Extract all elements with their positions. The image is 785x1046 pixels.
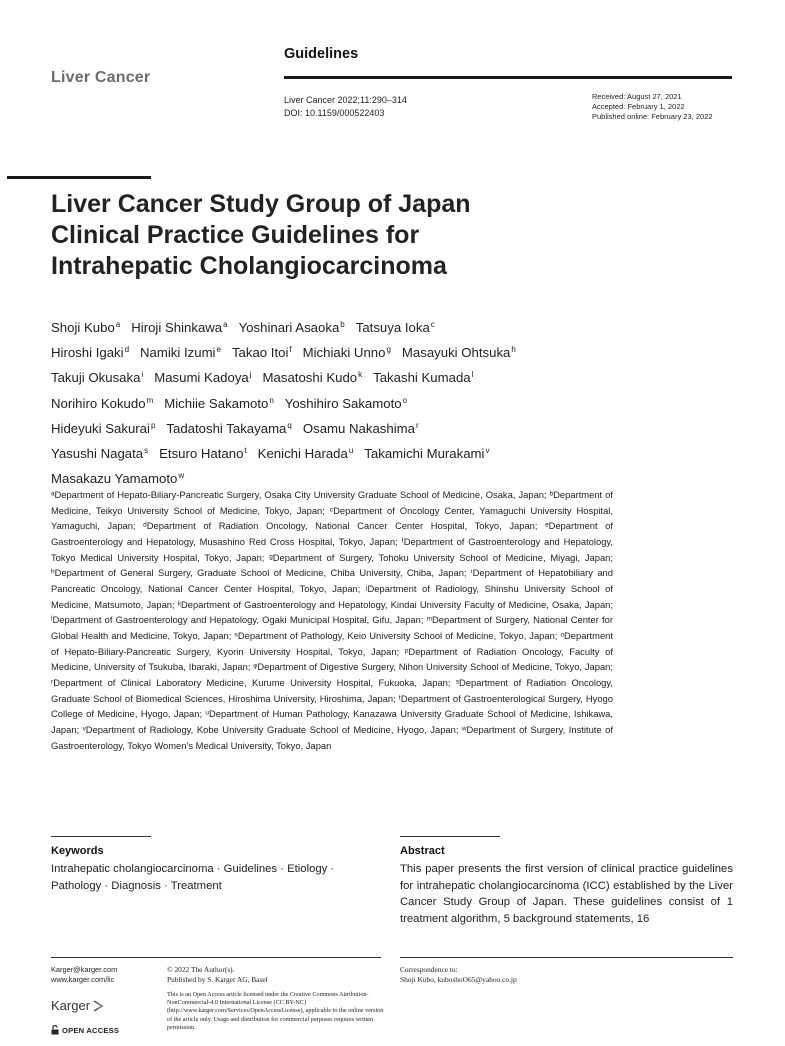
author: [51, 396, 153, 411]
author-name: Masayuki Ohtsuka: [401, 345, 511, 361]
author: [263, 370, 363, 385]
author-affiliation-mark: u: [348, 446, 354, 456]
footer-rule-left: [51, 957, 381, 958]
author-line: [51, 440, 651, 465]
author-affiliation-mark: i: [141, 370, 144, 380]
author: [51, 471, 184, 486]
copyright-block: [167, 965, 268, 985]
author-name: Michiaki Unno: [302, 345, 386, 361]
keywords-text: Intrahepatic cholangiocarcinoma · Guidelines · Etiology · Pathology · Diagnosis · Treatment: [51, 863, 335, 892]
author-affiliation-mark: e: [216, 345, 221, 355]
author-name: Namiki Izumi: [140, 345, 216, 361]
history-dates: [592, 92, 713, 122]
author-line: [51, 339, 651, 364]
published-date: Published online: February 23, 2022: [592, 112, 713, 121]
publisher-contact: [51, 965, 117, 985]
author-affiliation-mark: c: [430, 320, 435, 329]
author: [51, 320, 120, 335]
received-date: Received: August 27, 2021: [592, 92, 682, 101]
affiliations: ᵃDepartment of Hepato-Biliary-Pancreatic Surgery, Osaka City University Graduate School of Medicine, Osaka, Japan; ᵇDepartment of Medicine, Teikyo University School of Medicine, Tokyo, Japan; ᶜDepartment of Oncology Center, Yamaguchi University Hospital, Yamaguchi, Japan; ᵈDepartment of Radiation Oncology, National Cancer Center Hospital, Tokyo, Japan; ᵉDepartment of Gastroenterology and Hepatology, Musashino Red Cross Hospital, Tokyo, Japan; ᶠDepartment of Gastroenterology and Hepatology, Tokyo Medical University Hospital, Tokyo, Japan; ᵍDepartment of Surgery, Tohoku University School of Medicine, Miyagi, Japan; ʰDepartment of General Surgery, Graduate School of Medicine, Chiba University, Chiba, Japan; ⁱDepartment of Hepatobiliary and Pancreatic Oncology, National Cancer Center Hospital, Tokyo, Japan; ʲDepartment of Radiology, Shinshu University School of Medicine, Matsumoto, Japan; ᵏDepartment of Gastroenterology and Hepatology, Kindai University Faculty of Medicine, Osaka, Japan; ˡDepartment of Gastroenterology and Hepatology, Ogaki Municipal Hospital, Gifu, Japan; ᵐDepartment of Surgery, National Center for Global Health and Medicine, Tokyo, Japan; ⁿDepartment of Pathology, Keio University School of Medicine, Tokyo, Japan; ᵒDepartment of Hepato-Biliary-Pancreatic Surgery, Kyorin University Hospital, Tokyo, Japan; ᵖDepartment of Radiation Oncology, Faculty of Medicine, University of Tsukuba, Ibaraki, Japan; ᵠDepartment of Digestive Surgery, Nihon University School of Medicine, Tokyo, Japan; ʳDepartment of Clinical Laboratory Medicine, Kurume University Hospital, Fukuoka, Japan; ˢDepartment of Radiation Oncology, Graduate School of Biomedical Sciences, Hiroshima University, Hiroshima, Japan; ᵗDepartment of Gastroenterological Surgery, Hyogo College of Medicine, Hyogo, Japan; ᵘDepartment of Human Pathology, Kanazawa University Graduate School of Medicine, Ishikawa, Japan; ᵛDepartment of Radiology, Kobe University Graduate School of Medicine, Hyogo, Japan; ʷDepartment of Surgery, Institute of Gastroenterology, Tokyo Women’s Medical University, Tokyo, Japan: [51, 489, 613, 751]
author-name: Yoshihiro Sakamoto: [284, 395, 402, 411]
author: [51, 370, 143, 385]
author-name: Masakazu Yamamoto: [51, 471, 178, 487]
copyright: © 2022 The Author(s).: [167, 965, 235, 974]
author-affiliation-mark: h: [511, 345, 516, 355]
author-name: Yoshinari Asaoka: [238, 320, 340, 335]
abstract-text: This paper presents the first version of clinical practice guidelines for intrahepatic cholangiocarcinoma (ICC) established by the Liver Cancer Study Group of Japan. These guidelines consist of 1 treatment algorithm, 5 background statements, 16: [400, 863, 733, 925]
correspondence-block: [400, 965, 517, 985]
author-list: [51, 314, 651, 490]
author-affiliation-mark: p: [150, 420, 156, 430]
author-name: Hideyuki Sakurai: [51, 420, 150, 436]
author-affiliation-mark: b: [340, 320, 345, 329]
author-line: [51, 415, 651, 440]
author-affiliation-mark: a: [223, 320, 228, 329]
author-affiliation-mark: v: [485, 446, 490, 456]
author-name: Takamichi Murakami: [364, 446, 485, 462]
author-name: Shoji Kubo: [51, 320, 115, 335]
author: [303, 345, 391, 360]
author-name: Norihiro Kokudo: [51, 395, 146, 411]
author-line: [51, 314, 651, 339]
author-name: Hiroji Shinkawa: [131, 320, 223, 335]
author-name: Yasushi Nagata: [51, 446, 144, 462]
publisher-email[interactable]: Karger@karger.com: [51, 965, 118, 974]
abstract-heading: Abstract: [400, 845, 445, 857]
author: [303, 421, 419, 436]
author-affiliation-mark: l: [471, 370, 474, 380]
author: [364, 446, 489, 461]
author-affiliation-mark: g: [386, 345, 391, 355]
open-access-label: OPEN ACCESS: [62, 1025, 120, 1035]
author-name: Takashi Kumada: [373, 370, 471, 386]
author: [159, 446, 247, 461]
author-affiliation-mark: r: [415, 420, 419, 430]
title-line: Liver Cancer Study Group of Japan: [51, 190, 471, 218]
author: [402, 345, 516, 360]
author-name: Masumi Kadoya: [154, 370, 249, 386]
article-section: Guidelines: [284, 46, 359, 62]
author-line: [51, 364, 651, 389]
author-name: Takao Itoi: [231, 345, 289, 361]
author: [51, 446, 148, 461]
author-affiliation-mark: d: [124, 345, 130, 355]
journal-name: Liver Cancer: [51, 69, 151, 86]
author: [166, 421, 291, 436]
author: [51, 421, 155, 436]
doi-link[interactable]: DOI: 10.1159/000522403: [284, 108, 385, 118]
author-name: Masatoshi Kudo: [262, 370, 358, 386]
keywords-heading: Keywords: [51, 845, 104, 857]
author-name: Michiie Sakamoto: [164, 395, 269, 411]
publisher-website[interactable]: www.karger.com/lic: [51, 975, 115, 984]
publisher-name: Karger: [51, 998, 91, 1013]
author-affiliation-mark: j: [249, 370, 252, 380]
author-line: [51, 390, 651, 415]
title-rule: [7, 176, 151, 179]
karger-mark-icon: [92, 999, 104, 1013]
citation-block: [284, 94, 407, 120]
author-affiliation-mark: k: [358, 370, 363, 380]
abstract-rule: [400, 836, 500, 837]
author-name: Kenichi Harada: [257, 446, 348, 462]
author: [239, 320, 345, 335]
author-affiliation-mark: q: [287, 420, 292, 430]
accepted-date: Accepted: February 1, 2022: [592, 102, 685, 111]
open-access-badge: [51, 1025, 119, 1035]
keywords-rule: [51, 836, 151, 837]
title-line: Clinical Practice Guidelines for: [51, 221, 420, 249]
open-lock-icon: [51, 1025, 59, 1035]
author-name: Osamu Nakashima: [302, 420, 415, 436]
author: [356, 320, 435, 335]
author: [51, 345, 129, 360]
author-name: Hiroshi Igaki: [51, 345, 124, 361]
author: [258, 446, 354, 461]
author-affiliation-mark: f: [289, 345, 292, 355]
author-affiliation-mark: w: [178, 471, 185, 481]
author-name: Etsuro Hatano: [159, 446, 244, 462]
footer-rule-right: [400, 957, 733, 958]
author: [154, 370, 251, 385]
author: [285, 396, 407, 411]
author-affiliation-mark: t: [244, 446, 247, 456]
published-by: Published by S. Karger AG, Basel: [167, 975, 268, 984]
author-name: Tadatoshi Takayama: [166, 420, 287, 436]
license-text: This is an Open Access article licensed under the Creative Commons Attribution-NonCommercial-4.0 International License (CC BY-NC) (http://www.karger.com/Services/OpenAccessLicense), applicable to the online version of the article only. Usage and distribution for commercial purposes requires written permission.: [167, 991, 384, 1031]
author-affiliation-mark: s: [144, 446, 149, 456]
author: [131, 320, 227, 335]
author-name: Takuji Okusaka: [51, 370, 141, 386]
title-line: Intrahepatic Cholangiocarcinoma: [51, 252, 447, 280]
article-title: [51, 189, 611, 282]
author-affiliation-mark: a: [115, 320, 121, 329]
author: [140, 345, 221, 360]
correspondence-label: Correspondence to:: [400, 965, 458, 974]
correspondence-contact: Shoji Kubo, kuboshoO65@yahoo.co.jp: [400, 975, 517, 984]
author-name: Tatsuya Ioka: [355, 320, 430, 335]
header-rule: [284, 76, 732, 79]
author: [164, 396, 274, 411]
publisher-logo: [51, 998, 104, 1013]
author-affiliation-mark: o: [402, 395, 408, 405]
author-affiliation-mark: n: [269, 395, 274, 405]
citation: Liver Cancer 2022;11:290–314: [284, 95, 407, 105]
author-affiliation-mark: m: [146, 395, 154, 405]
author: [232, 345, 292, 360]
author: [373, 370, 473, 385]
